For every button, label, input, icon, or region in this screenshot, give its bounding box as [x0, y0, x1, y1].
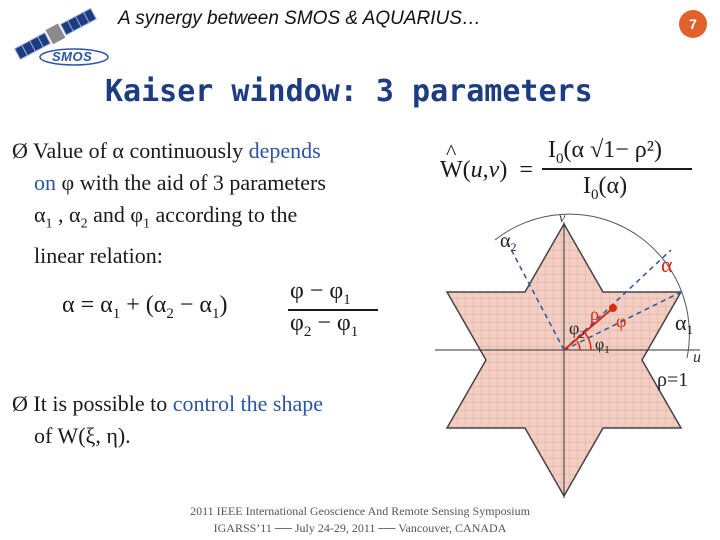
page-number-badge: 7: [679, 10, 707, 38]
text: Value of: [33, 138, 107, 163]
text: It is possible to: [33, 391, 168, 416]
bullet2-line2: [12, 420, 407, 452]
footer-line-2: IGARSS’11 ── July 24-29, 2011 ── Vancouver, CANADA: [213, 521, 507, 535]
denominator-phi: φ: [290, 310, 304, 336]
equals: =: [80, 292, 95, 318]
text: I: [548, 137, 556, 163]
formula-lhs: [440, 157, 533, 184]
bullet2-line1: [12, 388, 407, 420]
phi1-symbol: φ: [595, 336, 605, 353]
alpha-label: α: [661, 252, 673, 277]
text: (α): [598, 173, 628, 199]
slide-title: Kaiser window: 3 parameters: [105, 74, 593, 109]
equals: =: [519, 157, 533, 183]
subscript: 1: [45, 216, 53, 232]
bullet-marker: Ø: [12, 138, 28, 163]
u-axis-label: u: [693, 349, 701, 366]
rho-value: =1: [666, 369, 689, 391]
bullet1-line2: [12, 167, 407, 199]
bullet1-line4: [12, 240, 407, 272]
rho-label: ρ: [590, 304, 599, 324]
var-v: v: [488, 157, 500, 183]
text: and: [93, 202, 125, 227]
text: with the aid of 3 parameters: [79, 170, 326, 195]
alpha: α: [62, 292, 75, 318]
text: linear relation:: [34, 243, 163, 269]
text: ,: [482, 157, 489, 183]
text: ): [499, 157, 508, 183]
text: I: [583, 173, 591, 199]
alpha1-label: [675, 310, 693, 337]
subscript: 1: [350, 323, 359, 340]
text: according to the: [155, 202, 298, 227]
text: (α √1− ρ²): [563, 137, 662, 163]
bullet1-line1: [12, 135, 407, 167]
subscript: 1: [686, 322, 694, 337]
phi2-symbol: φ: [569, 318, 580, 338]
rho-symbol: ρ: [657, 369, 667, 391]
subscript: 2: [80, 216, 88, 232]
bullet-alpha-description: [12, 135, 407, 272]
footer: [100, 503, 620, 537]
phi-label: φ: [616, 311, 627, 331]
subscript: 2: [510, 240, 517, 254]
paren: (: [145, 292, 154, 318]
header-title: A synergy between SMOS & AQUARIUS…: [118, 8, 481, 29]
alpha2: α: [153, 292, 167, 318]
logo-text: SMOS: [52, 49, 93, 64]
paren: ): [219, 292, 228, 318]
bullet-marker: Ø: [12, 391, 28, 416]
subscript: 2: [579, 329, 585, 341]
subscript: 0: [591, 186, 599, 203]
v-axis-label: v: [559, 211, 566, 226]
minus: −: [179, 292, 194, 318]
footer-line-1: 2011 IEEE International Geoscience And Remote Sensing Symposium: [190, 504, 530, 518]
alpha-symbol: α: [112, 138, 124, 163]
formula-numerator: [548, 137, 662, 168]
subscript: 1: [343, 291, 351, 308]
equation-lhs: [62, 292, 227, 323]
kaiser-window-formula: [440, 135, 700, 210]
text: W(: [440, 157, 471, 183]
subscript: 1: [143, 216, 151, 232]
subscript: 0: [556, 150, 564, 167]
subscript: 2: [166, 305, 174, 322]
alpha2-label: [500, 230, 516, 254]
plus: +: [126, 292, 140, 318]
var-u: u: [470, 157, 483, 183]
text: continuously: [129, 138, 244, 163]
highlight-text: control the shape: [172, 391, 324, 416]
numerator-text: φ − φ: [290, 278, 344, 304]
formula-denominator: [583, 173, 627, 204]
subscript: 1: [604, 344, 610, 356]
bullet1-line3: [12, 199, 407, 240]
rho-equals-one-label: [657, 369, 688, 391]
fraction-denominator: [290, 310, 358, 341]
hexagram-diagram: [425, 210, 720, 500]
phi-symbol: φ: [61, 170, 75, 195]
alpha1: α: [100, 292, 113, 318]
subscript: 1: [211, 305, 220, 322]
alpha2-symbol: α: [69, 202, 81, 227]
bullet-control-shape: [12, 388, 407, 452]
hat-accent: ^: [446, 139, 457, 164]
fraction-numerator: [290, 278, 351, 309]
text: ,: [58, 202, 64, 227]
denominator-text: − φ: [317, 310, 351, 336]
alpha2-symbol: α: [500, 230, 511, 252]
formula-fraction-bar: [542, 168, 692, 170]
alpha1-symbol: α: [34, 202, 46, 227]
subscript: 1: [112, 305, 121, 322]
phi1-symbol: φ: [130, 202, 144, 227]
highlight-text: depends: [248, 138, 321, 163]
highlight-text: on: [34, 170, 56, 195]
subscript: 2: [303, 323, 312, 340]
alpha1: α: [199, 292, 212, 318]
alpha1-symbol: α: [675, 310, 687, 335]
text: of W(ξ, η).: [34, 423, 131, 448]
